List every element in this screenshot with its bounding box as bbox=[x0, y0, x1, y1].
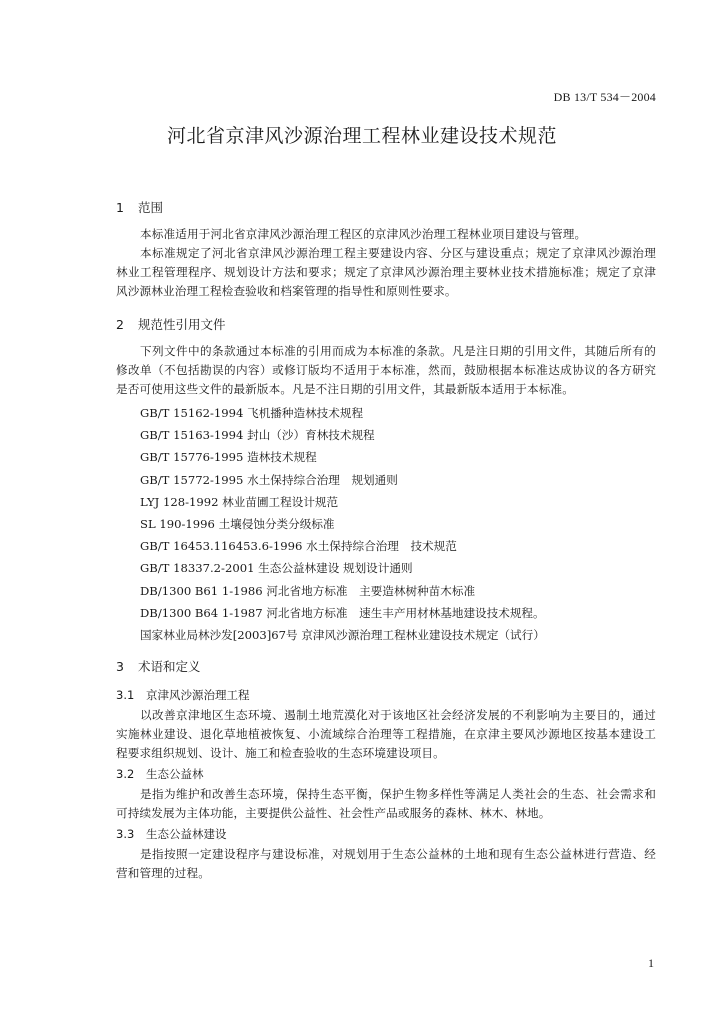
section-2-heading bbox=[116, 314, 656, 336]
reference-item: GB/T 15162-1994 飞机播种造林技术规程 bbox=[140, 406, 364, 420]
term-3-3-heading bbox=[116, 823, 656, 845]
term-title: 京津风沙源治理工程 bbox=[146, 688, 250, 703]
section-title: 术语和定义 bbox=[138, 659, 201, 675]
section-number: 2 bbox=[116, 317, 124, 332]
term-3-2-heading bbox=[116, 763, 656, 785]
term-number: 3.1 bbox=[116, 688, 135, 703]
reference-item: DB/1300 B61 1-1986 河北省地方标准 主要造林树种苗木标准 bbox=[140, 583, 476, 598]
document-body bbox=[116, 197, 656, 883]
standard-number: DB 13/T 534－2004 bbox=[553, 90, 656, 104]
references-intro: 下列文件中的条款通过本标准的引用而成为本标准的条款。凡是注日期的引用文件，其随后所有的修改单（不包括勘误的内容）或修订版均不适用于本标准，然而，鼓励根据本标准达成协议的各方研究是否可使用这些文件的最新版本。凡是不注日期的引用文件，其最新版本适用于本标准。 bbox=[116, 344, 656, 396]
term-3-1-heading bbox=[116, 684, 656, 706]
section-number: 1 bbox=[116, 200, 124, 215]
section-title: 范围 bbox=[138, 200, 164, 215]
term-3-3-definition: 是指按照一定建设程序与建设标准，对规划用于生态公益林的土地和现有生态公益林进行营造、经营和管理的过程。 bbox=[116, 847, 656, 881]
reference-item: GB/T 15163-1994 封山（沙）育林技术规程 bbox=[140, 428, 375, 443]
scope-paragraph-2: 本标准规定了河北省京津风沙源治理工程主要建设内容、分区与建设重点；规定了京津风沙源治理林业工程管理程序、规划设计方法和要求；规定了京津风沙源治理主要林业技术措施标准；规定了京津风沙源林业治理工程检查验收和档案管理的指导性和原则性要求。 bbox=[116, 246, 656, 298]
reference-item: LYJ 128-1992 林业苗圃工程设计规范 bbox=[140, 494, 339, 509]
term-number: 3.2 bbox=[116, 767, 135, 782]
section-1-heading bbox=[116, 197, 656, 219]
term-3-1-definition: 以改善京津地区生态环境、遏制土地荒漠化对于该地区社会经济发展的不利影响为主要目的，通过实施林业建设、退化草地植被恢复、小流域综合治理等工程措施，在京津主要风沙源地区按基本建设工程要求组织规划、设计、施工和检查验收的生态环境建设项目。 bbox=[116, 708, 656, 761]
term-3-2-definition: 是指为维护和改善生态环境，保持生态平衡，保护生物多样性等满足人类社会的生态、社会需求和可持续发展为主体功能，主要提供公益性、社会性产品或服务的森林、林木、林地。 bbox=[116, 787, 656, 821]
section-3-heading bbox=[116, 656, 656, 678]
term-title: 生态公益林建设 bbox=[146, 827, 227, 842]
reference-item: GB/T 16453.116453.6-1996 水土保持综合治理 技术规范 bbox=[140, 539, 457, 554]
scope-paragraph-1: 本标准适用于河北省京津风沙源治理工程区的京津风沙治理工程林业项目建设与管理。 bbox=[140, 227, 587, 241]
term-title: 生态公益林 bbox=[146, 767, 204, 782]
term-number: 3.3 bbox=[116, 827, 135, 842]
reference-item: 国家林业局林沙发[2003]67号 京津风沙源治理工程林业建设技术规定（试行） bbox=[140, 628, 545, 643]
page-number: 1 bbox=[648, 956, 654, 970]
reference-item: GB/T 15776-1995 造林技术规程 bbox=[140, 450, 317, 465]
reference-item: DB/1300 B64 1-1987 河北省地方标准 速生丰产用材林基地建设技术规程。 bbox=[140, 605, 545, 620]
document-title: 河北省京津风沙源治理工程林业建设技术规范 bbox=[166, 125, 557, 147]
section-number: 3 bbox=[116, 659, 124, 675]
reference-item: GB/T 15772-1995 水土保持综合治理 规划通则 bbox=[140, 472, 398, 487]
reference-item: GB/T 18337.2-2001 生态公益林建设 规划设计通则 bbox=[140, 561, 413, 576]
section-title: 规范性引用文件 bbox=[138, 317, 226, 332]
reference-item: SL 190-1996 土壤侵蚀分类分级标准 bbox=[140, 517, 335, 532]
